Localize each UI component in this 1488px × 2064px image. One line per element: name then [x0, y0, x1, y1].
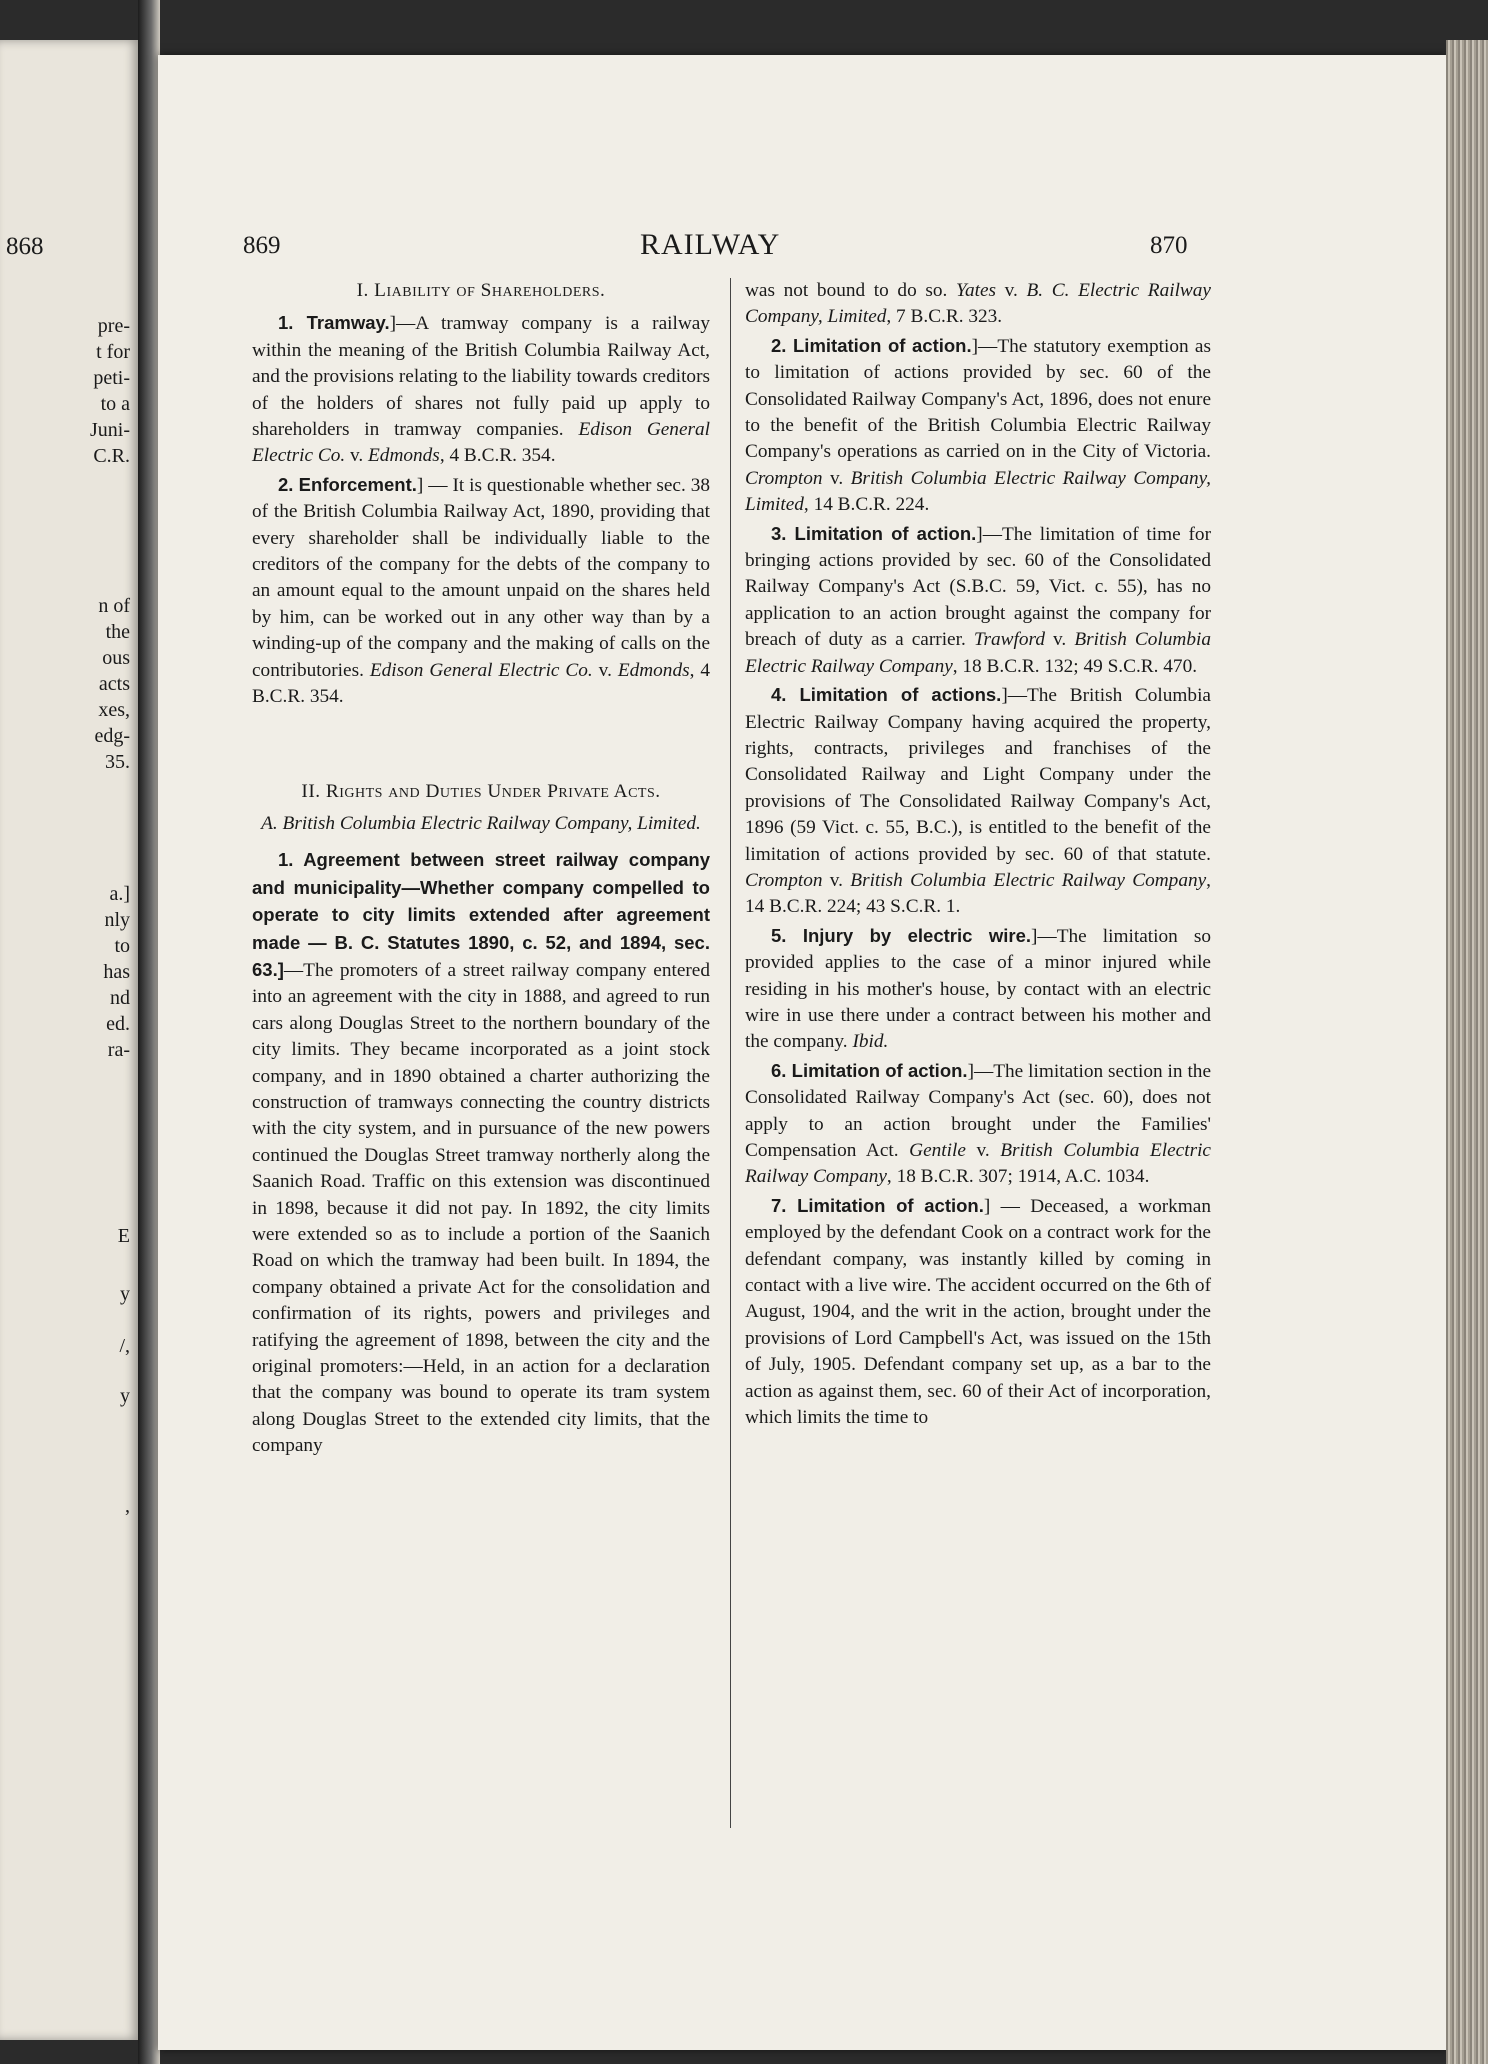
paragraph-limitation-4: 4. Limitation of actions.]—The British Columbia Electric Railway Company having acquired the property, rights, contracts, privileges and franchises of the Consolidated Railway and Light Company under the provisions of The Consolidated Railway Company's Act, 1896 (59 Vict. c. 55, B.C.), is entitled to the benefit of the limitation of actions provided by sec. 60 of that statute. Crompton v. British Columbia Electric Railway Company, 14 B.C.R. 224; 43 S.C.R. 1.: [745, 684, 1211, 918]
paragraph-continuation: was not bound to do so. Yates v. B. C. Electric Railway Company, Limited, 7 B.C.R. 323.: [745, 280, 1211, 328]
previous-page-text-fragment: Juni-: [90, 419, 130, 441]
previous-page-text-fragment: y: [120, 1385, 130, 1407]
previous-page-fragments: [0, 0, 140, 2064]
paragraph-enforcement: 2. Enforcement.] — It is questionable whether sec. 38 of the British Columbia Railway Act, 1890, providing that every shareholder shall be individually liable to the creditors of the company for the debts of the company to an amount equal to the amount unpaid on the shares held by him, can be worked out in any other way than by a winding-up of the company and the making of calls on the contributories. Edison General Electric Co. v. Edmonds, 4 B.C.R. 354.: [252, 473, 710, 708]
paragraph-limitation-6: 6. Limitation of action.]—The limitation section in the Consolidated Railway Company's Act (sec. 60), does not apply to an action brought under the Families' Compensation Act. Gentile v. British Columbia Electric Railway Company, 18 B.C.R. 307; 1914, A.C. 1034.: [745, 1059, 1211, 1188]
paragraph-label: 4. Limitation of actions.: [771, 684, 1002, 706]
previous-page-text-fragment: a.]: [109, 883, 130, 905]
previous-page-text-fragment: xes,: [98, 699, 130, 721]
paragraph-label: 3. Limitation of action.: [771, 522, 977, 544]
previous-page-text-fragment: ed.: [106, 1013, 130, 1035]
paragraph-label: 2. Limitation of action.: [771, 334, 972, 356]
subsection-heading-bc-electric: A. British Columbia Electric Railway Company, Limited.: [261, 812, 701, 834]
left-column: [252, 278, 710, 1462]
previous-page-text-fragment: has: [103, 961, 130, 983]
running-title: RAILWAY: [640, 228, 781, 261]
previous-page-text-fragment: /,: [119, 1335, 130, 1357]
previous-page-text-fragment: ,: [125, 1495, 130, 1517]
previous-page-text-fragment: y: [120, 1283, 130, 1305]
paragraph-label: 5. Injury by electric wire.: [771, 924, 1031, 946]
paragraph-tramway: 1. Tramway.]—A tramway company is a railway within the meaning of the British Columbia Railway Act, and the provisions relating to the liability towards creditors of the holders of shares not fully paid up apply to shareholders in tramway companies. Edison General Electric Co. v. Edmonds, 4 B.C.R. 354.: [252, 312, 711, 467]
previous-page-text-fragment: nd: [110, 987, 130, 1009]
paragraph-electric-wire: 5. Injury by electric wire.]—The limitation so provided applies to the case of a minor injured while residing in his mother's house, by contact with an electric wire in use there under a contract between his mother and the company. Ibid.: [745, 924, 1211, 1053]
paragraph-label: 1. Tramway.: [278, 312, 390, 334]
previous-page-text-fragment: 35.: [105, 751, 130, 773]
left-page-number: 869: [243, 232, 281, 259]
previous-page-text-fragment: to: [114, 935, 130, 957]
paragraph-limitation-3: 3. Limitation of action.]—The limitation of time for bringing actions provided by sec. 60 of the Consolidated Railway Company's Act (S.B.C. 59, Vict. c. 55), has no application to an action brought against the company for breach of duty as a carrier. Trawford v. British Columbia Electric Railway Company, 18 B.C.R. 132; 49 S.C.R. 470.: [745, 522, 1211, 677]
paragraph-limitation-2: 2. Limitation of action.]—The statutory exemption as to limitation of actions provided by sec. 60 of the Consolidated Railway Company's Act, 1896, does not enure to the benefit of the British Columbia Electric Railway Company's operations as carried on in the City of Victoria. Crompton v. British Columbia Electric Railway Company, Limited, 14 B.C.R. 224.: [745, 334, 1211, 516]
previous-page-number: 868: [6, 233, 44, 260]
previous-page-text-fragment: edg-: [94, 725, 130, 747]
previous-page-text-fragment: n of: [98, 595, 130, 617]
paragraph-limitation-7: 7. Limitation of action.] — Deceased, a workman employed by the defendant Cook on a contract work for the defendant company, was instantly killed by coming in contact with a live wire. The accident occurred on the 6th of August, 1904, and the writ in the action, brought under the provisions of Lord Campbell's Act, was issued on the 15th of July, 1905. Defendant company set up, as a bar to the action as against them, sec. 60 of their Act of incorporation, which limits the time to: [745, 1194, 1211, 1429]
paragraph-label: 1. Agreement between street railway company and municipality—Whether company compelled to operate to city limits extended after agreement made — B. C. Statutes 1890, c. 52, and 1894, sec. 63.]: [252, 849, 710, 980]
paragraph-label: 2. Enforcement.: [278, 473, 417, 495]
previous-page-text-fragment: pre-: [97, 315, 130, 337]
page-stack-edge: [1446, 40, 1488, 2064]
previous-page-text-fragment: acts: [98, 673, 130, 695]
paragraph-label: 6. Limitation of action.: [771, 1059, 968, 1081]
previous-page-text-fragment: C.R.: [93, 445, 130, 467]
paragraph-agreement: 1. Agreement between street railway company and municipality—Whether company compelled to operate to city limits extended after agreement made — B. C. Statutes 1890, c. 52, and 1894, sec. 63.]—The promoters of a street railway company entered into an agreement with the city in 1888, and agreed to run cars along Douglas Street to the northern boundary of the city limits. They became incorporated as a joint stock company, and in 1890 obtained a charter authorizing the construction of tramways connecting the country districts with the city system, and in pursuance of the new powers continued the Douglas Street tramway northerly along the Saanich Road. Traffic on this extension was discontinued in 1898, because it did not pay. In 1892, the city limits were extended so as to include a portion of the Saanich Road on which the tramway had been built. In 1894, the company obtained a private Act for the consolidation and confirmation of its rights, powers and privileges and ratifying the agreement of 1898, between the city and the original promoters:—Held, in an action for a declaration that the company was bound to operate its tram system along Douglas Street to the extended city limits, that the company: [252, 849, 710, 1457]
previous-page-text-fragment: peti-: [93, 367, 130, 389]
right-page-number: 870: [1150, 232, 1188, 259]
previous-page-text-fragment: to a: [100, 393, 130, 415]
section-heading-liability: I. Liability of Shareholders.: [356, 280, 606, 301]
previous-page-text-fragment: t for: [96, 341, 130, 363]
book-gutter: [138, 0, 160, 2064]
previous-page-text-fragment: nly: [104, 909, 130, 931]
previous-page-text-fragment: the: [105, 621, 130, 643]
column-divider: [730, 278, 731, 1828]
previous-page-text-fragment: E: [117, 1225, 130, 1247]
previous-page-text-fragment: ous: [102, 647, 130, 669]
previous-page-text-fragment: ra-: [107, 1039, 130, 1061]
right-column: [745, 278, 1211, 1433]
paragraph-label: 7. Limitation of action.: [771, 1194, 984, 1216]
section-heading-rights-duties: II. Rights and Duties Under Private Acts.: [301, 780, 661, 802]
